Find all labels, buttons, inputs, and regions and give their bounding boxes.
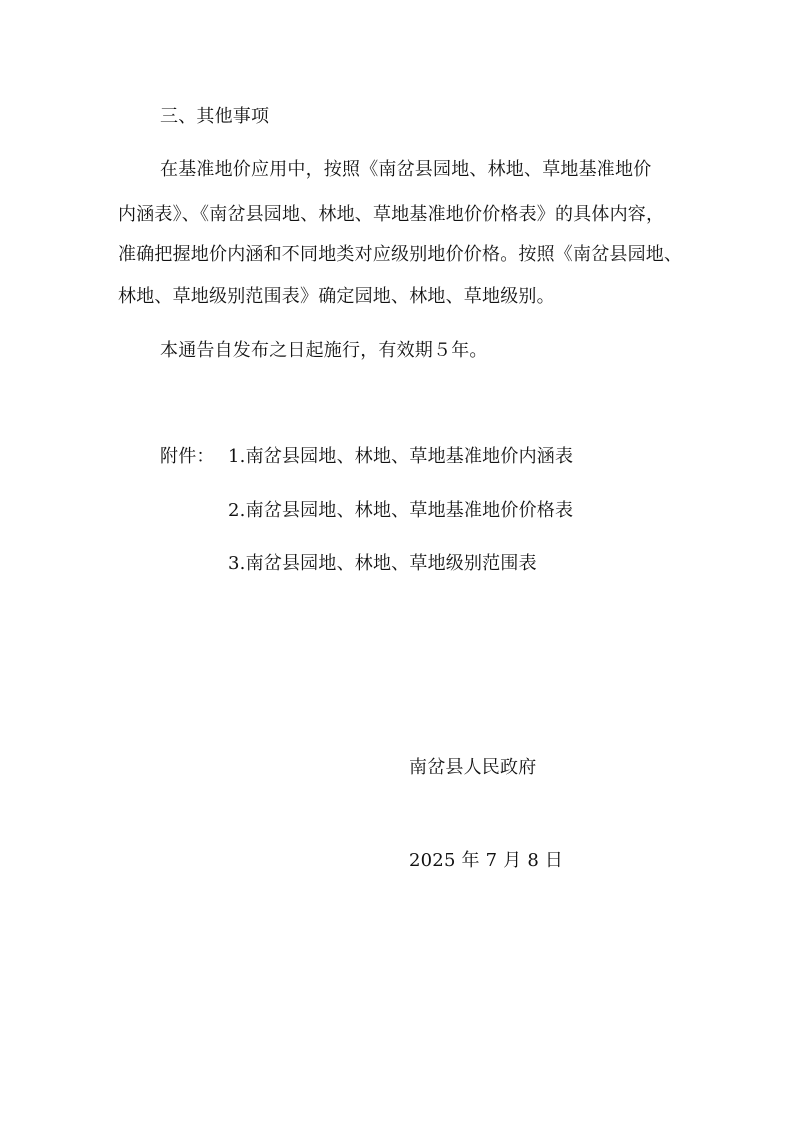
issue-date: 2025 年 7 月 8 日 <box>409 850 564 871</box>
attachment-item: 1.南岔县园地、林地、草地基准地价内涵表 <box>228 446 574 467</box>
attachments-label: 附件： <box>160 446 215 467</box>
paragraph-effective-date: 本通告自发布之日起施行，有效期５年。 <box>160 340 488 361</box>
paragraph-line: 内涵表》、《南岔县园地、林地、草地基准地价价格表》的具体内容， <box>118 204 665 225</box>
paragraph-line: 在基准地价应用中，按照《南岔县园地、林地、草地基准地价 <box>160 159 652 180</box>
attachment-item: 2.南岔县园地、林地、草地基准地价价格表 <box>228 500 574 521</box>
issuer-signature: 南岔县人民政府 <box>409 757 537 778</box>
attachment-item: 3.南岔县园地、林地、草地级别范围表 <box>228 553 537 574</box>
paragraph-line: 准确把握地价内涵和不同地类对应级别地价价格。按照《南岔县园地、 <box>118 244 683 265</box>
paragraph-line: 林地、草地级别范围表》确定园地、林地、草地级别。 <box>118 286 555 307</box>
section-heading: 三、其他事项 <box>160 106 270 127</box>
